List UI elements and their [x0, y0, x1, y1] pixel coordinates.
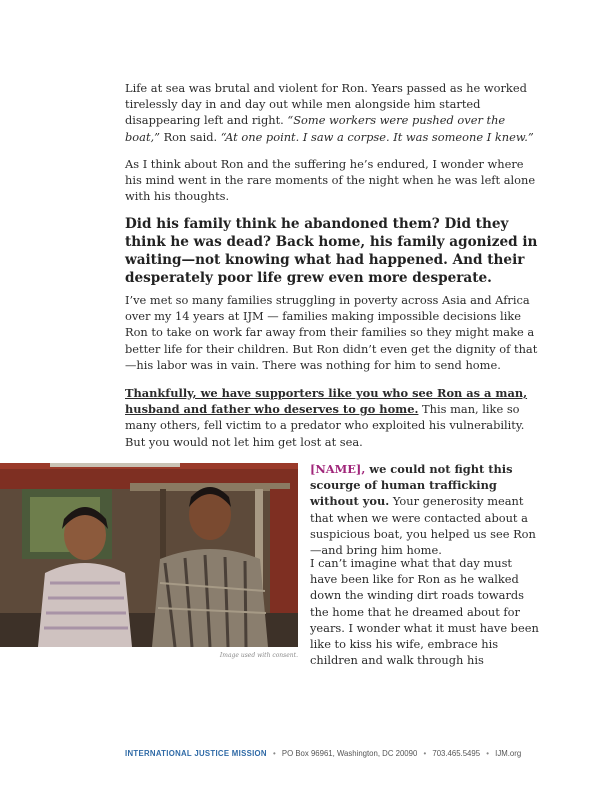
quote-workers-pushed: “Some workers were pushed over the boat,” [125, 113, 506, 144]
footer-address: PO Box 96961, Washington, DC 20090 [281, 749, 418, 758]
quote-corpse: “At one point. I saw a corpse. It was someone I knew.” [220, 129, 534, 144]
paragraph-homecoming: I can’t imagine what that day must have been like for Ron as he walked down the winding dirt roads towards the home that he dreamed about for years. I wonder what it must have been like to kiss his wife, embrace his children and walk through his [310, 556, 539, 668]
paragraph-life-at-sea: Life at sea was brutal and violent for Ron. Years passed as he worked tirelessly day in and day out while men alongside him started disappearing left and right. “Some workers were pushed over the boat,” Ron said. “At one point. I saw a corpse. It was someone I knew.” [125, 81, 534, 144]
bold-trafficking: we could not fight this scourge of human trafficking without you. [310, 462, 513, 509]
underlined-supporters: Thankfully, we have supporters like you who see Ron as a man, husband and father who deserves to go home. [125, 386, 528, 417]
footer-phone: 703.465.5495 [432, 749, 481, 758]
footer-separator: • [423, 749, 427, 758]
paragraph-wonder: As I think about Ron and the suffering he’s endured, I wonder where his mind went in the rare moments of the night when he was left alone with his thoughts. [125, 157, 536, 204]
name-merge-field: [NAME], [310, 462, 366, 476]
photo-illustration [0, 463, 298, 647]
paragraph-name-appeal: [NAME], we could not fight this scourge of human trafficking without you. Your generosity meant that when we were contacted about a suspicious boat, you helped us see Ron—and bring him home. [310, 462, 536, 558]
emphasis-heading: Did his family think he abandoned them? Did they think he was dead? Back home, his family agonized in waiting—not knowing what had happened. And their desperately poor life grew even more desperate. [125, 216, 538, 286]
footer-website: IJM.org [495, 749, 522, 758]
footer-org-name: INTERNATIONAL JUSTICE MISSION [125, 749, 267, 758]
footer [125, 749, 521, 758]
image-caption: Image used with consent. [219, 652, 298, 659]
paragraph-thankfully: Thankfully, we have supporters like you who see Ron as a man, husband and father who deserves to go home. This man, like so many others, fell victim to a predator who exploited his vulnerability. But you would not let him get lost at sea. [125, 386, 528, 449]
footer-separator: • [486, 749, 489, 758]
paragraph-families: I’ve met so many families struggling in poverty across Asia and Africa over my 14 years at IJM — families making impossible decisions like Ron to take on work far away from their families so they might make a better life for their children. But Ron didn’t even get the dignity of that—his labor was in vain. There was nothing for him to send home. [125, 293, 538, 372]
ron-family-photo [0, 463, 298, 647]
footer-separator: • [273, 749, 276, 758]
